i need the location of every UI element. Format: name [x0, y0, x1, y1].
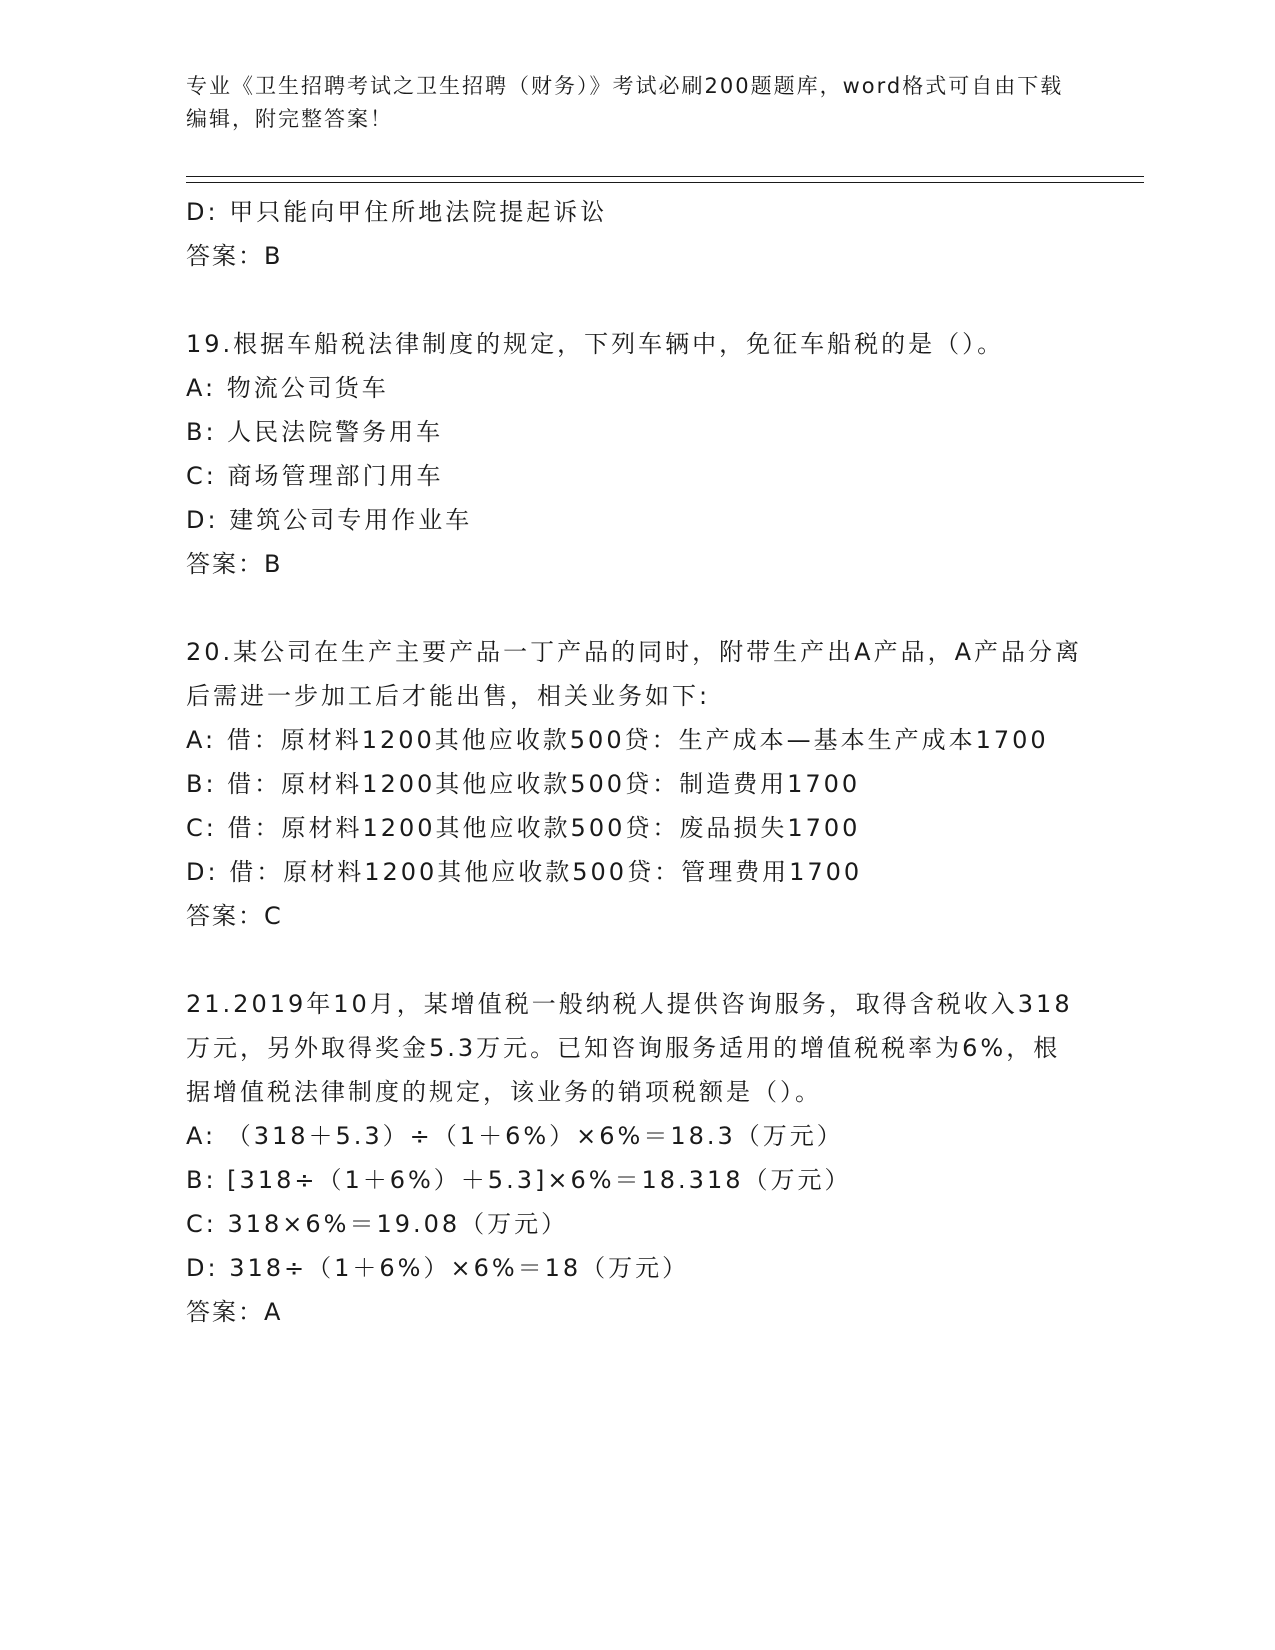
option-line: A: 借：原材料1200其他应收款500贷：生产成本—基本生产成本1700 — [186, 726, 1049, 754]
option-line: D: 318÷（1＋6%）×6%＝18（万元） — [186, 1254, 690, 1282]
option-line: C: 商场管理部门用车 — [186, 462, 444, 490]
answer-line: 答案：A — [186, 1298, 283, 1326]
option-line: D: 建筑公司专用作业车 — [186, 506, 473, 534]
option-line: B: 借：原材料1200其他应收款500贷：制造费用1700 — [186, 770, 861, 798]
option-line: C: 318×6%＝19.08（万元） — [186, 1210, 569, 1238]
option-line: B: [318÷（1＋6%）＋5.3]×6%＝18.318（万元） — [186, 1166, 852, 1194]
answer-line: 答案：B — [186, 242, 283, 270]
answer-line: 答案：B — [186, 550, 283, 578]
option-line: D: 甲只能向甲住所地法院提起诉讼 — [186, 198, 608, 226]
option-line: D: 借：原材料1200其他应收款500贷：管理费用1700 — [186, 858, 863, 886]
document-page — [186, 70, 1146, 1334]
question-stem: 20.某公司在生产主要产品一丁产品的同时，附带生产出A产品，A产品分离后需进一步加工后才能出售，相关业务如下: — [186, 638, 1083, 710]
question-block-20 — [186, 630, 1086, 938]
option-line: C: 借：原材料1200其他应收款500贷：废品损失1700 — [186, 814, 861, 842]
question-stem: 19.根据车船税法律制度的规定，下列车辆中，免征车船税的是（）。 — [186, 330, 1005, 358]
document-header: 专业《卫生招聘考试之卫生招聘（财务）》考试必刷200题题库，word格式可自由下载编辑，附完整答案！ — [186, 74, 1064, 131]
header-double-rule — [186, 176, 1144, 183]
question-stem: 21.2019年10月，某增值税一般纳税人提供咨询服务，取得含税收入318万元，另外取得奖金5.3万元。已知咨询服务适用的增值税税率为6%，根据增值税法律制度的规定，该业务的销项税额是（）。 — [186, 990, 1073, 1106]
option-line: B: 人民法院警务用车 — [186, 418, 444, 446]
question-block-21 — [186, 982, 1086, 1334]
option-line: A: 物流公司货车 — [186, 374, 389, 402]
document-content — [186, 190, 1086, 1334]
question-block-19 — [186, 322, 1086, 586]
answer-line: 答案：C — [186, 902, 283, 930]
question-block-18-tail — [186, 190, 1086, 278]
option-line: A: （318＋5.3）÷（1＋6%）×6%＝18.3（万元） — [186, 1122, 844, 1150]
